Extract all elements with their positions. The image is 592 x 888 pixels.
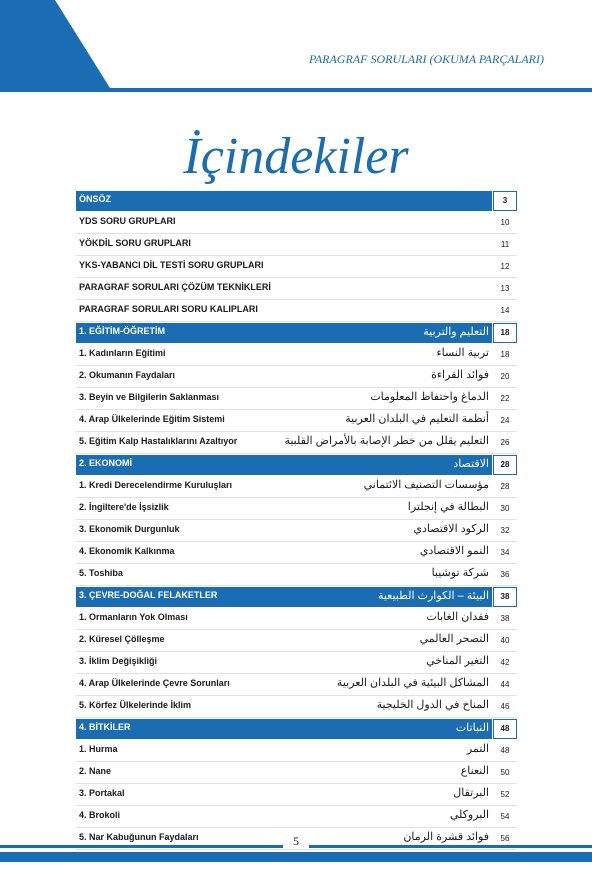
toc-arabic-title: النعناع: [460, 765, 489, 777]
toc-page-number: 13: [500, 284, 510, 293]
toc-page-number: 46: [500, 702, 510, 711]
toc-page-number: 56: [500, 834, 510, 843]
toc-item-row: [76, 784, 517, 806]
toc-turkish-title: 4. Arap Ülkelerinde Eğitim Sistemi: [79, 414, 225, 424]
toc-turkish-title: PARAGRAF SORULARI ÇÖZÜM TEKNİKLERİ: [79, 282, 271, 292]
toc-turkish-title: YDS SORU GRUPLARI: [79, 216, 176, 226]
toc-arabic-title: التمر: [466, 743, 489, 755]
toc-page-number: 12: [500, 262, 510, 271]
toc-page-number: 10: [500, 218, 510, 227]
toc-item-row: [76, 212, 517, 234]
toc-page-number: 48: [494, 720, 516, 738]
toc-page-number: 44: [500, 680, 510, 689]
toc-arabic-title: شركة توشيبا: [431, 567, 489, 579]
toc-turkish-title: 4. Brokoli: [79, 810, 121, 820]
toc-page-number: 28: [494, 456, 516, 474]
toc-page-number: 52: [500, 790, 510, 799]
toc-page-number: 34: [500, 548, 510, 557]
toc-arabic-title: البطالة في إنجلترا: [407, 501, 489, 513]
toc-item-row: [76, 256, 517, 278]
toc-arabic-title: فقدان الغابات: [426, 611, 489, 623]
header-banner: [0, 0, 592, 92]
toc-item-row: [76, 630, 517, 652]
toc-turkish-title: 1. Hurma: [79, 744, 118, 754]
toc-item-row: [76, 278, 517, 300]
toc-arabic-title: فوائد قشرة الرمان: [403, 831, 489, 843]
toc-turkish-title: YKS-YABANCI DİL TESTİ SORU GRUPLARI: [79, 260, 264, 270]
toc-turkish-title: 5. Toshiba: [79, 568, 123, 578]
table-of-contents: [76, 191, 517, 850]
toc-item-row: [76, 608, 517, 630]
header-decoration: [0, 0, 592, 92]
toc-turkish-title: 5. Nar Kabuğunun Faydaları: [79, 832, 199, 842]
toc-item-row: [76, 498, 517, 520]
toc-turkish-title: 3. ÇEVRE-DOĞAL FELAKETLER: [79, 590, 218, 600]
toc-page-number: 24: [500, 416, 510, 425]
toc-section-row: [76, 587, 517, 608]
toc-item-row: [76, 520, 517, 542]
toc-arabic-title: الدماغ واحتفاظ المعلومات: [370, 391, 489, 403]
toc-arabic-title: التصحر العالمي: [419, 633, 489, 645]
toc-arabic-title: التعليم والتربية: [423, 326, 489, 338]
toc-turkish-title: 4. Arap Ülkelerinde Çevre Sorunları: [79, 678, 230, 688]
toc-turkish-title: 2. Küresel Çölleşme: [79, 634, 165, 644]
toc-page-number: 18: [500, 350, 510, 359]
toc-item-row: [76, 762, 517, 784]
toc-item-row: [76, 564, 517, 586]
toc-item-row: [76, 410, 517, 432]
toc-turkish-title: 3. Ekonomik Durgunluk: [79, 524, 180, 534]
toc-item-row: [76, 696, 517, 718]
toc-page-number: 50: [500, 768, 510, 777]
toc-turkish-title: 1. Kadınların Eğitimi: [79, 348, 166, 358]
toc-arabic-title: التغير المناخي: [426, 655, 489, 667]
toc-arabic-title: التعليم يقلل من خطر الإصابة بالأمراض القلبية: [284, 435, 489, 447]
toc-page-number: 48: [500, 746, 510, 755]
toc-item-row: [76, 432, 517, 454]
page-title: İçindekiler: [183, 128, 409, 185]
toc-arabic-title: النمو الاقتصادي: [419, 545, 489, 557]
toc-item-row: [76, 740, 517, 762]
toc-page-number: 40: [500, 636, 510, 645]
toc-turkish-title: 3. Beyin ve Bilgilerin Saklanması: [79, 392, 220, 402]
page-number: 5: [0, 834, 592, 849]
toc-turkish-title: PARAGRAF SORULARI SORU KALIPLARI: [79, 304, 258, 314]
toc-turkish-title: 1. EĞİTİM-ÖĞRETİM: [79, 326, 166, 336]
toc-item-row: [76, 674, 517, 696]
toc-page-number: 20: [500, 372, 510, 381]
toc-turkish-title: ÖNSÖZ: [79, 194, 112, 204]
toc-item-row: [76, 806, 517, 828]
toc-turkish-title: 4. Ekonomik Kalkınma: [79, 546, 175, 556]
toc-turkish-title: 3. Portakal: [79, 788, 125, 798]
toc-page-number: 32: [500, 526, 510, 535]
toc-page-number: 11: [500, 240, 510, 249]
toc-item-row: [76, 366, 517, 388]
toc-item-row: [76, 476, 517, 498]
toc-page-number: 3: [494, 192, 516, 210]
toc-item-row: [76, 388, 517, 410]
toc-page-number: 22: [500, 394, 510, 403]
toc-item-row: [76, 300, 517, 322]
toc-turkish-title: 1. Kredi Derecelendirme Kuruluşları: [79, 480, 233, 490]
toc-page-number: 26: [500, 438, 510, 447]
toc-page-number: 14: [500, 306, 510, 315]
toc-turkish-title: 3. İklim Değişikliği: [79, 656, 158, 666]
toc-turkish-title: YÖKDİL SORU GRUPLARI: [79, 238, 191, 248]
toc-arabic-title: البرتقال: [453, 787, 489, 799]
toc-page-number: 28: [500, 482, 510, 491]
toc-turkish-title: 5. Körfez Ülkelerinde İklim: [79, 700, 192, 710]
toc-item-row: [76, 344, 517, 366]
running-title: PARAGRAF SORULARI (OKUMA PARÇALARI): [309, 52, 544, 66]
toc-page-number: 54: [500, 812, 510, 821]
toc-arabic-title: مؤسسات التصنيف الائتماني: [363, 479, 489, 491]
toc-item-row: [76, 234, 517, 256]
toc-page-number: 30: [500, 504, 510, 513]
toc-arabic-title: البروكلي: [449, 809, 489, 821]
toc-section-row: [76, 719, 517, 740]
header-rule: [0, 88, 592, 92]
toc-arabic-title: المناخ في الدول الخليجية: [376, 699, 489, 711]
toc-turkish-title: 2. EKONOMİ: [79, 458, 133, 468]
toc-item-row: [76, 652, 517, 674]
toc-turkish-title: 1. Ormanların Yok Olması: [79, 612, 188, 622]
toc-section-row: [76, 323, 517, 344]
toc-arabic-title: تربية النساء: [436, 347, 489, 359]
toc-page-number: 38: [494, 588, 516, 606]
toc-turkish-title: 2. İngiltere'de İşsizlik: [79, 502, 169, 512]
toc-arabic-title: الاقتصاد: [453, 458, 489, 470]
toc-turkish-title: 2. Nane: [79, 766, 112, 776]
toc-section-row: [76, 455, 517, 476]
toc-arabic-title: المشاكل البيئية في البلدان العربية: [336, 677, 489, 689]
toc-page-number: 42: [500, 658, 510, 667]
toc-turkish-title: 2. Okumanın Faydaları: [79, 370, 176, 380]
toc-arabic-title: الركود الاقتصادي: [413, 523, 489, 535]
toc-page-number: 36: [500, 570, 510, 579]
toc-arabic-title: أنظمة التعليم في البلدان العربية: [345, 413, 489, 425]
toc-page-number: 38: [500, 614, 510, 623]
toc-section-row: [76, 191, 517, 212]
toc-arabic-title: البيئة – الكوارث الطبيعية: [377, 590, 489, 602]
toc-arabic-title: فوائد القراءة: [431, 369, 489, 381]
toc-arabic-title: النباتات: [455, 722, 489, 734]
footer-bar: [0, 852, 592, 862]
toc-turkish-title: 4. BİTKİLER: [79, 722, 131, 732]
toc-page-number: 18: [494, 324, 516, 342]
toc-item-row: [76, 542, 517, 564]
toc-turkish-title: 5. Eğitim Kalp Hastalıklarını Azaltıyor: [79, 436, 238, 446]
